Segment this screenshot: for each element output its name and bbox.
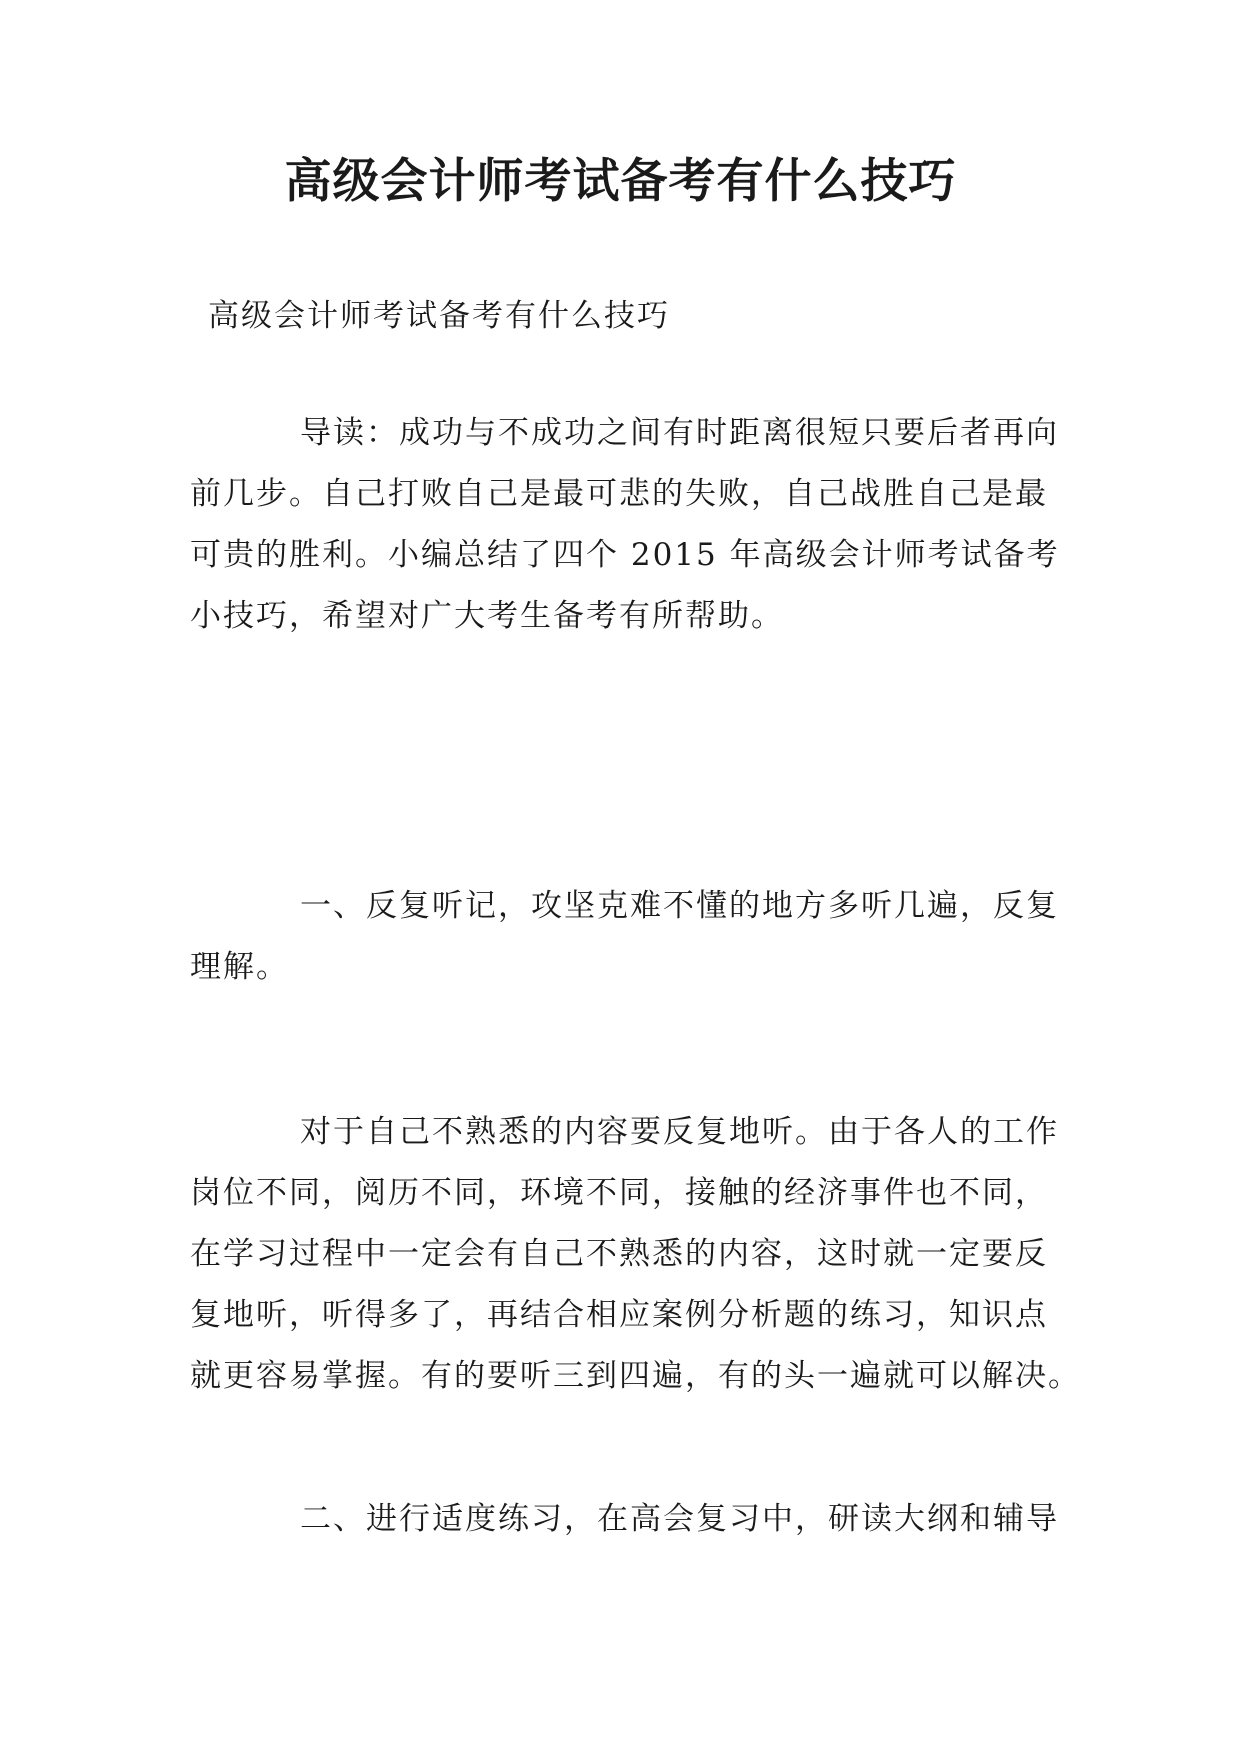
paragraph-line: 导读：成功与不成功之间有时距离很短只要后者再向 <box>300 415 1059 451</box>
document-title: 高级会计师考试备考有什么技巧 <box>284 154 957 209</box>
paragraph-line: 复地听，听得多了，再结合相应案例分析题的练习，知识点 <box>190 1297 1048 1333</box>
paragraph-line: 理解。 <box>190 949 289 985</box>
paragraph-line: 岗位不同，阅历不同，环境不同，接触的经济事件也不同， <box>190 1175 1048 1211</box>
paragraph-line: 可贵的胜利。小编总结了四个 2015 年高级会计师考试备考 <box>190 537 1060 573</box>
paragraph-line: 前几步。自己打败自己是最可悲的失败，自己战胜自己是最 <box>190 476 1048 512</box>
paragraph-line: 一、反复听记，攻坚克难不懂的地方多听几遍，反复 <box>300 888 1059 924</box>
document-subtitle: 高级会计师考试备考有什么技巧 <box>208 298 670 334</box>
section-heading-1 <box>190 876 1058 998</box>
paragraph-line: 就更容易掌握。有的要听三到四遍，有的头一遍就可以解决。 <box>190 1358 1081 1394</box>
intro-paragraph <box>190 403 1058 647</box>
paragraph-line: 小技巧，希望对广大考生备考有所帮助。 <box>190 598 784 634</box>
paragraph-line: 二、进行适度练习，在高会复习中，研读大纲和辅导 <box>300 1501 1059 1537</box>
paragraph-line: 在学习过程中一定会有自己不熟悉的内容，这时就一定要反 <box>190 1236 1048 1272</box>
section-body-1 <box>190 1102 1081 1407</box>
section-heading-2 <box>190 1489 1058 1550</box>
paragraph-line: 对于自己不熟悉的内容要反复地听。由于各人的工作 <box>300 1114 1059 1150</box>
